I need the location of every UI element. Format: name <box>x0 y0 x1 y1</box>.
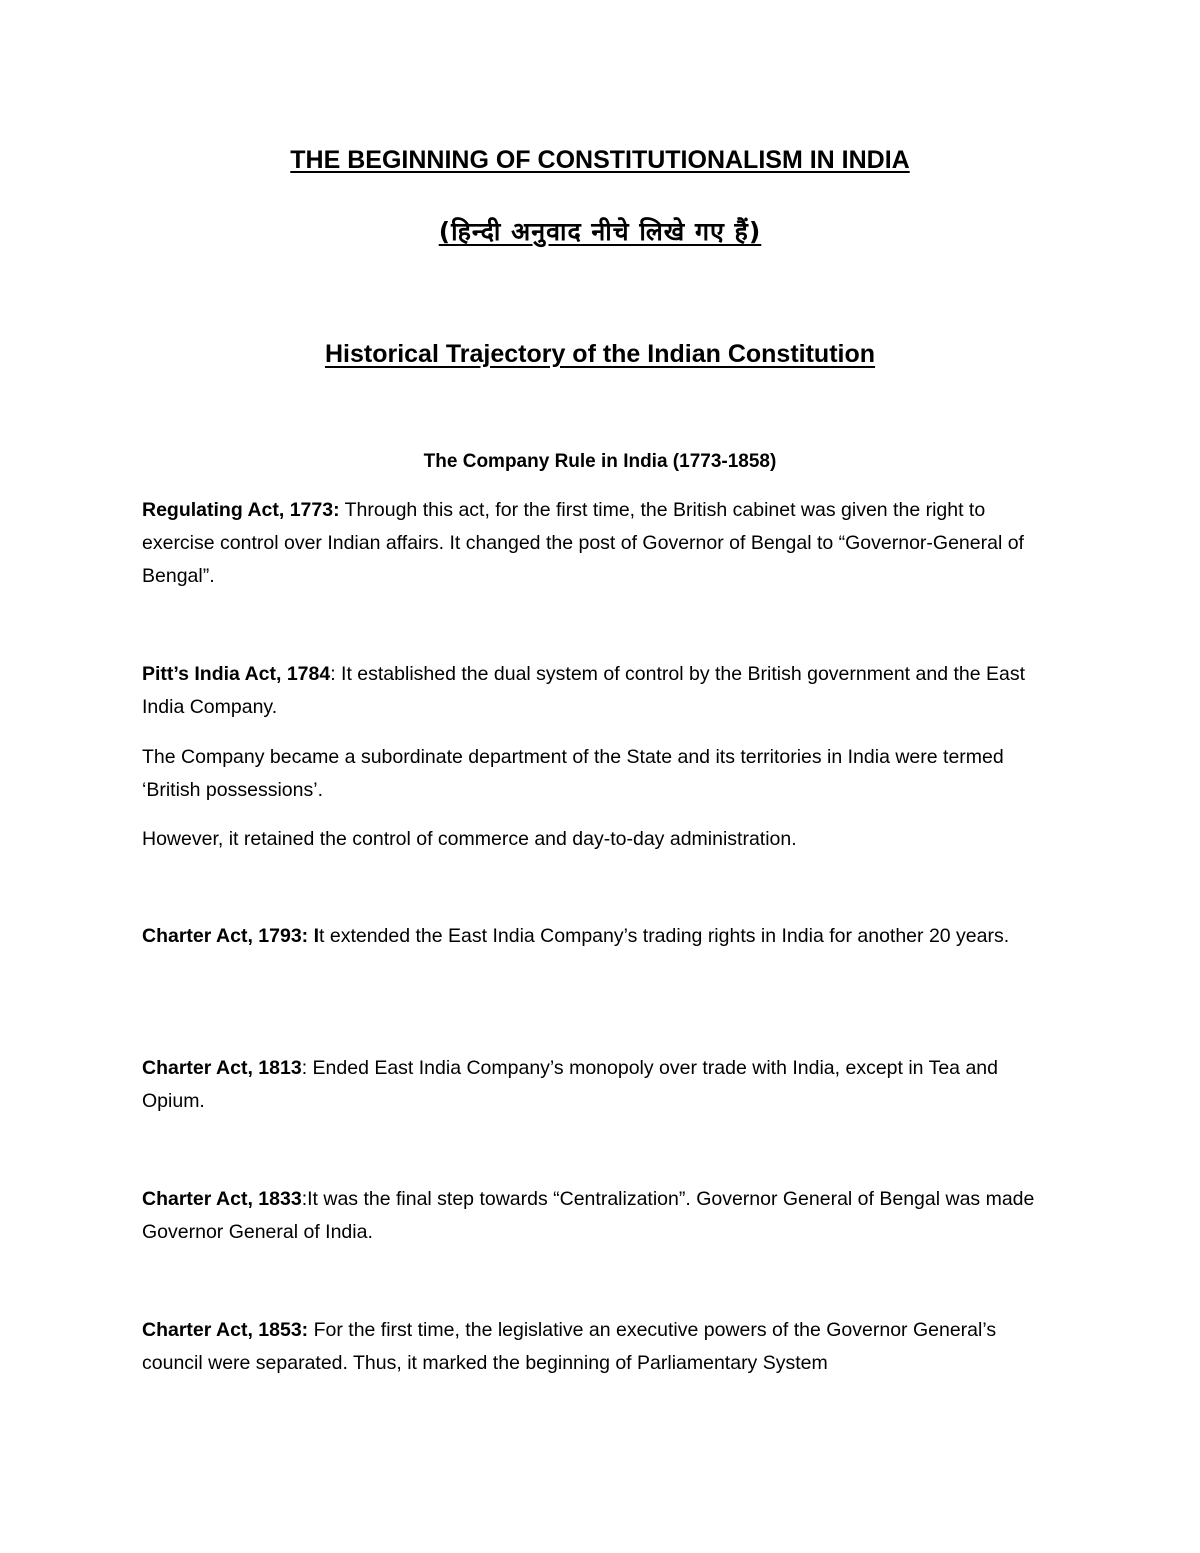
act-description: :It was the final step towards “Centralization”. Governor General of Bengal was made Governor General of India. <box>142 1188 1035 1243</box>
paragraph-charter-act-1853 <box>142 1314 1062 1380</box>
paragraph-charter-act-1833 <box>142 1183 1062 1249</box>
paragraph-pitts-india-act <box>142 658 1062 724</box>
hindi-translation-note: (हिन्दी अनुवाद नीचे लिखे गए हैं) <box>438 217 762 246</box>
act-description: : Ended East India Company’s monopoly over trade with India, except in Tea and Opium. <box>142 1057 998 1112</box>
act-name: Charter Act, 1853: <box>142 1319 309 1341</box>
act-name: Charter Act, 1833 <box>142 1188 302 1210</box>
act-description: Through this act, for the first time, the British cabinet was given the right to exercise control over Indian affairs. It changed the post of Governor of Bengal to “Governor-General of Bengal”. <box>142 499 1024 587</box>
subsection-title: The Company Rule in India (1773-1858) <box>423 451 777 472</box>
act-description: t extended the East India Company’s trading rights in India for another 20 years. <box>319 925 1010 947</box>
paragraph-charter-act-1813 <box>142 1052 1062 1118</box>
paragraph-charter-act-1793 <box>142 920 1062 953</box>
paragraph-text: The Company became a subordinate department of the State and its territories in India were termed ‘British possessions’. <box>142 746 1004 801</box>
paragraph-commerce-control <box>142 823 1062 856</box>
act-name: Pitt’s India Act, 1784 <box>142 663 331 685</box>
act-name: Regulating Act, 1773: <box>142 499 340 521</box>
paragraph-regulating-act <box>142 494 1062 593</box>
paragraph-text: However, it retained the control of commerce and day-to-day administration. <box>142 828 797 850</box>
act-name: Charter Act, 1793: I <box>142 925 320 947</box>
act-description: For the first time, the legislative an executive powers of the Governor General’s council were separated. Thus, it marked the beginning of Parliamentary System <box>142 1319 997 1374</box>
act-description: : It established the dual system of control by the British government and the East India Company. <box>142 663 1025 718</box>
act-name: Charter Act, 1813 <box>142 1057 302 1079</box>
section-title: Historical Trajectory of the Indian Constitution <box>324 340 876 368</box>
document-title: THE BEGINNING OF CONSTITUTIONALISM IN INDIA <box>290 146 910 174</box>
paragraph-company-subordinate <box>142 741 1062 807</box>
